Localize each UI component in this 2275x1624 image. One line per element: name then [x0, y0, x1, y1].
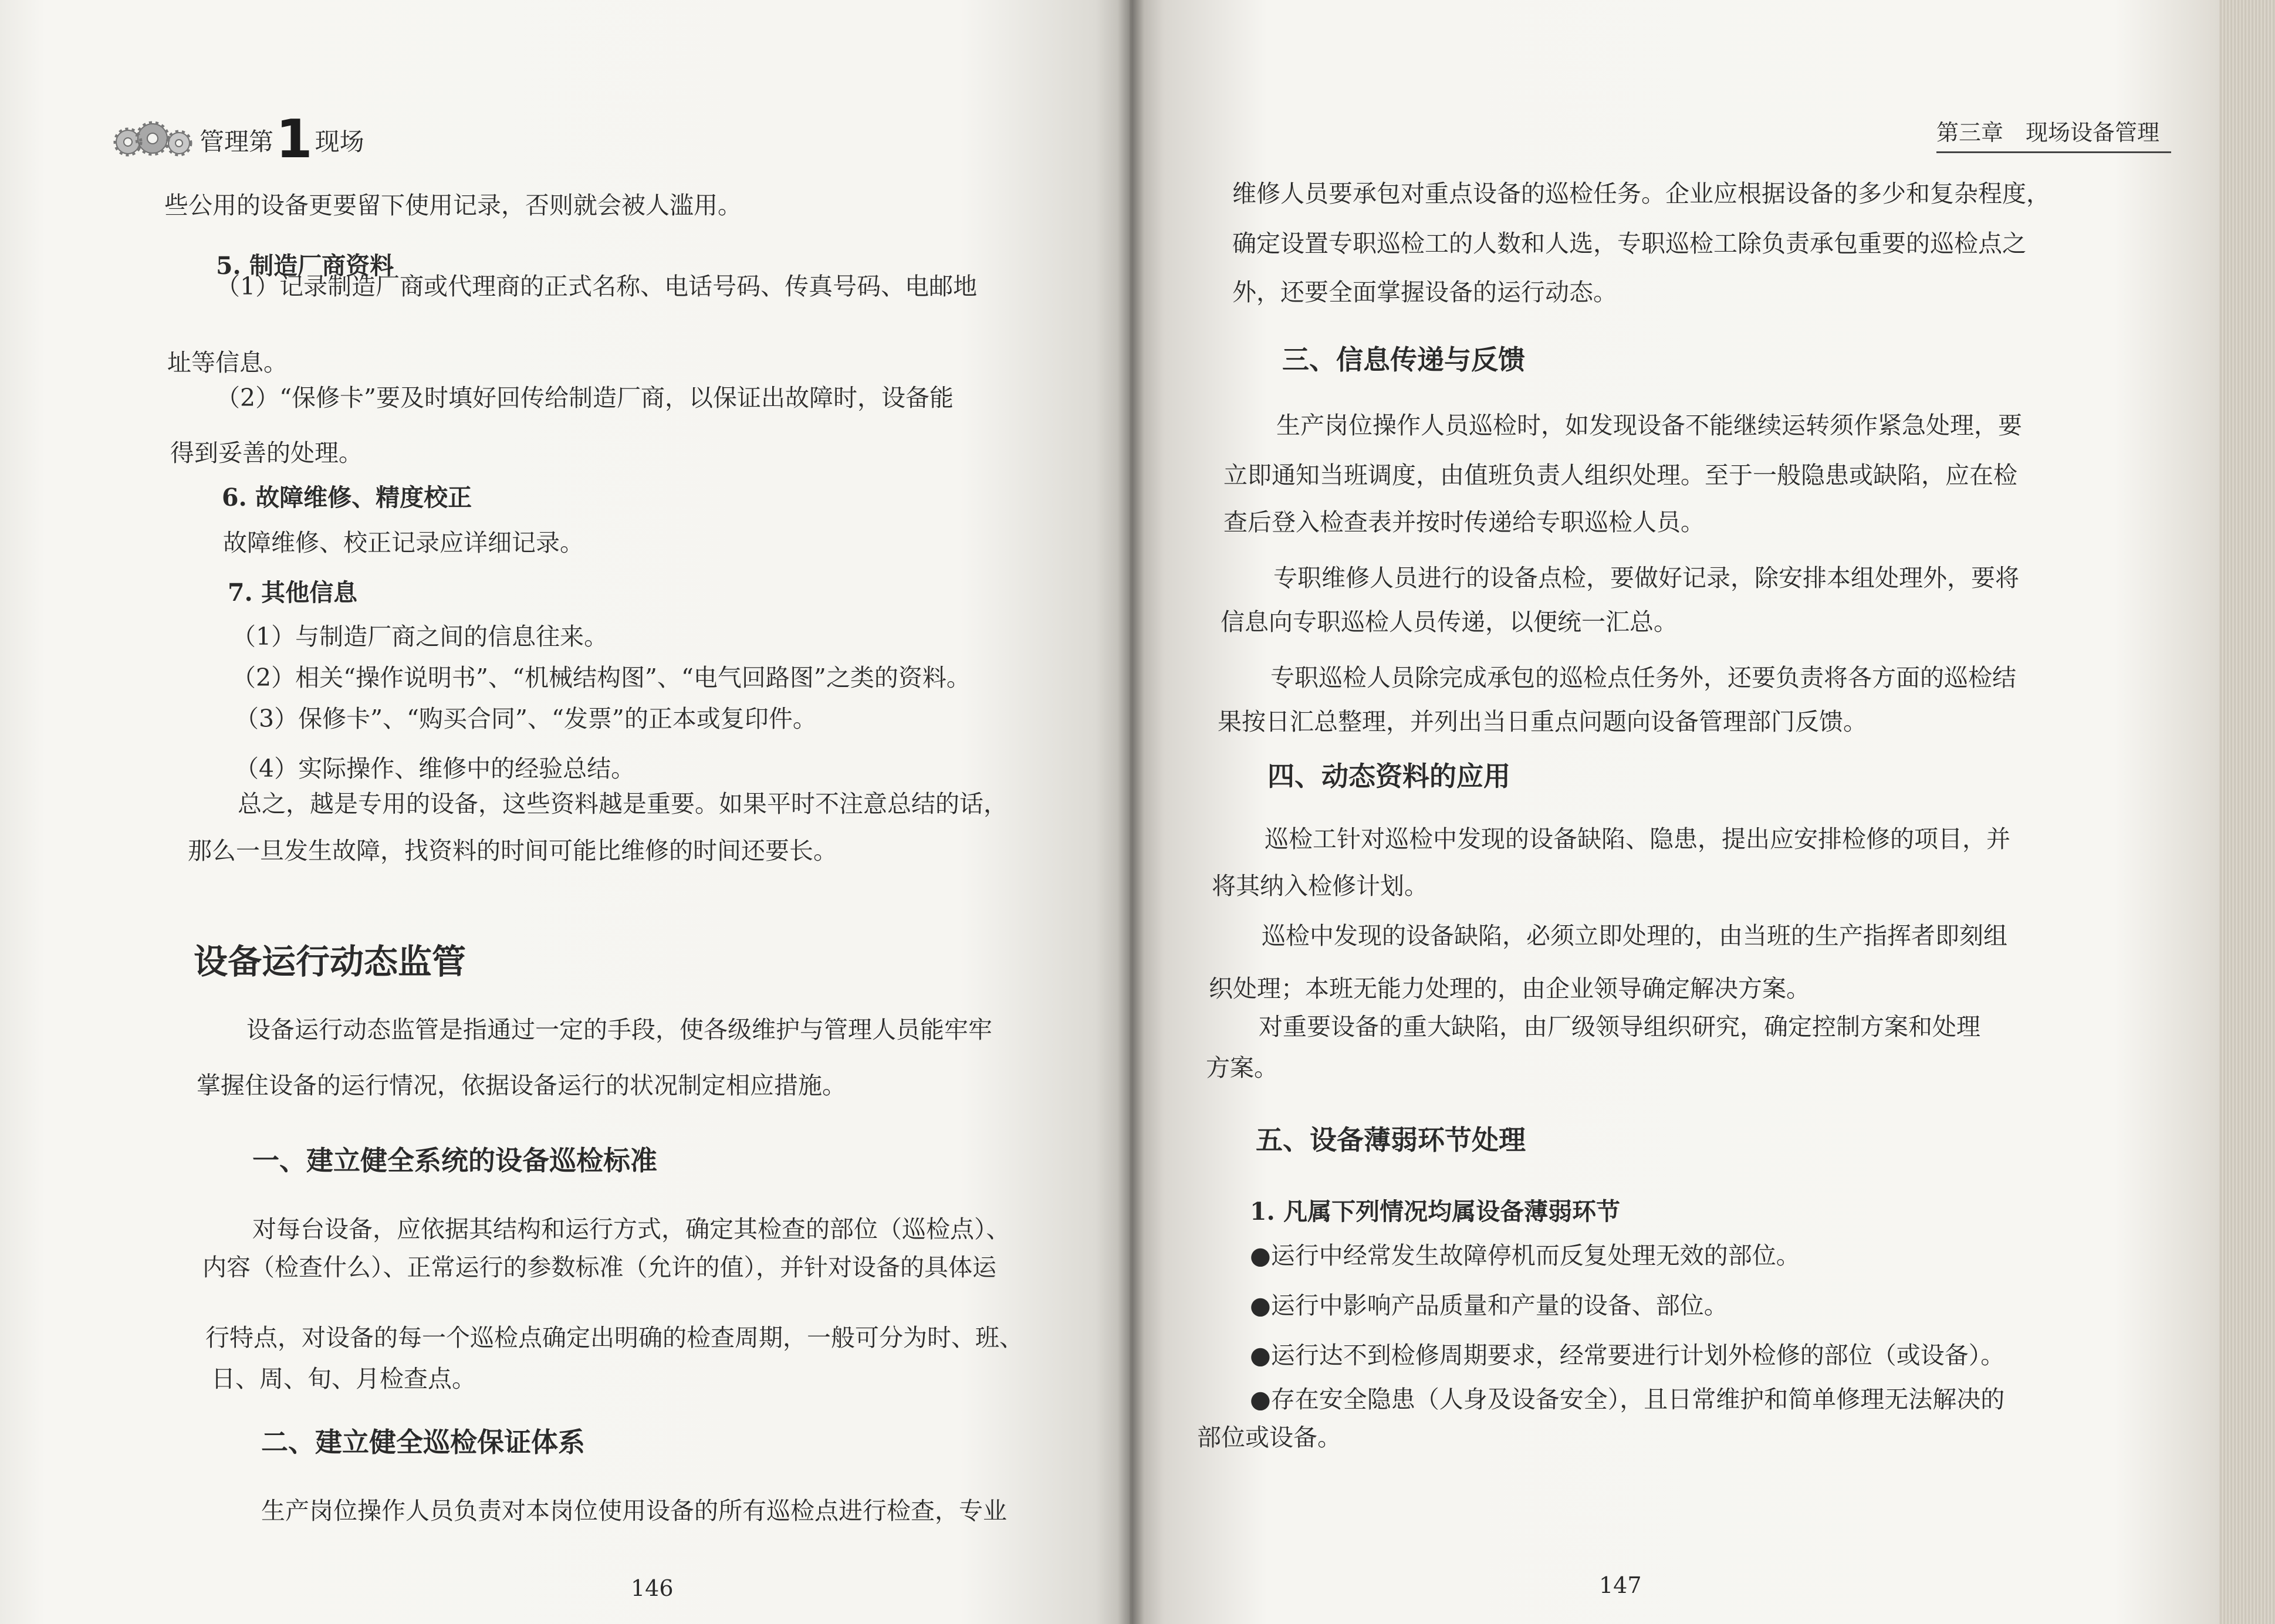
bullet-item: ●运行中影响产品质量和产量的设备、部位。 — [1250, 1291, 1728, 1320]
text-line: 将其纳入检修计划。 — [1212, 872, 1428, 900]
bullet-item: ●运行中经常发生故障停机而反复处理无效的部位。 — [1250, 1241, 1800, 1270]
text-line: 行特点，对设备的每一个巡检点确定出明确的检查周期，一般可分为时、班、 — [205, 1324, 1023, 1352]
text-line: （2）相关“操作说明书”、“机械结构图”、“电气回路图”之类的资料。 — [232, 664, 971, 692]
bullet-item: ●存在安全隐患（人身及设备安全），且日常维护和简单修理无法解决的 — [1250, 1385, 2005, 1413]
subheading: 5. 制造厂商资料 — [216, 252, 394, 280]
subheading: 7. 其他信息 — [228, 578, 358, 607]
subheading: 6. 故障维修、精度校正 — [222, 483, 472, 512]
text-line: 巡检工针对巡检中发现的设备缺陷、隐患，提出应安排检修的项目，并 — [1265, 825, 2010, 853]
text-line: 信息向专职巡检人员传递，以便统一汇总。 — [1221, 608, 1678, 636]
text-line: 果按日汇总整理，并列出当日重点问题向设备管理部门反馈。 — [1218, 708, 1867, 736]
text-line: 内容（检查什么）、正常运行的参数标准（允许的值），并针对设备的具体运 — [202, 1253, 996, 1281]
text-line: 专职维修人员进行的设备点检，要做好记录，除安排本组处理外，要将 — [1273, 564, 2019, 592]
section-heading: 四、动态资料的应用 — [1267, 760, 1510, 792]
page-number: 146 — [631, 1575, 674, 1601]
text-line: （1）与制造厂商之间的信息往来。 — [232, 622, 609, 651]
text-line: 织处理；本班无能力处理的，由企业领导确定解决方案。 — [1209, 975, 1810, 1003]
text-line: 查后登入检查表并按时传递给专职巡检人员。 — [1223, 508, 1705, 536]
left-page — [0, 0, 1130, 1624]
text-line: 确定设置专职巡检工的人数和人选，专职巡检工除负责承包重要的巡检点之 — [1232, 229, 2026, 258]
subheading: 1. 凡属下列情况均属设备薄弱环节 — [1250, 1197, 1621, 1226]
text-line: 对重要设备的重大缺陷，由厂级领导组织研究，确定控制方案和处理 — [1259, 1013, 1980, 1041]
page-number: 147 — [1599, 1572, 1642, 1598]
text-line: （3）保修卡”、“购买合同”、“发票”的正本或复印件。 — [235, 705, 817, 733]
text-line: 总之，越是专用的设备，这些资料越是重要。如果平时不注意总结的话， — [238, 790, 1008, 818]
text-line: 外，还要全面掌握设备的运行动态。 — [1232, 278, 1617, 306]
text-line: 设备运行动态监管是指通过一定的手段，使各级维护与管理人员能牢牢 — [246, 1016, 992, 1044]
text-line: 巡检中发现的设备缺陷，必须立即处理的，由当班的生产指挥者即刻组 — [1262, 922, 2007, 950]
text-line: 部位或设备。 — [1197, 1423, 1341, 1452]
page-edge — [2219, 0, 2275, 1624]
text-line: 立即通知当班调度，由值班负责人组织处理。至于一般隐患或缺陷，应在检 — [1223, 461, 2017, 489]
section-title: 设备运行动态监管 — [194, 942, 467, 982]
book-title: 管理第1现场 — [200, 109, 364, 170]
text-line: 得到妥善的处理。 — [170, 439, 363, 467]
text-line: 故障维修、校正记录应详细记录。 — [223, 529, 584, 557]
text-line: （2）“保修卡”要及时填好回传给制造厂商，以保证出故障时，设备能 — [216, 384, 954, 412]
text-line: （1）记录制造厂商或代理商的正式名称、电话号码、传真号码、电邮地 — [216, 272, 978, 300]
text-line: （4）实际操作、维修中的经验总结。 — [235, 755, 635, 783]
text-line: 掌握住设备的运行情况，依据设备运行的状况制定相应措施。 — [197, 1071, 846, 1099]
text-line: 专职巡检人员除完成承包的巡检点任务外，还要负责将各方面的巡检结 — [1270, 664, 2016, 692]
section-heading: 一、建立健全系统的设备巡检标准 — [252, 1145, 657, 1176]
chapter-header: 第三章 现场设备管理 — [1936, 114, 2171, 153]
section-heading: 二、建立健全巡检保证体系 — [261, 1426, 585, 1458]
text-line: 方案。 — [1206, 1054, 1278, 1082]
section-heading: 三、信息传递与反馈 — [1282, 344, 1525, 375]
text-line: 些公用的设备更要留下使用记录，否则就会被人滥用。 — [164, 191, 742, 219]
text-line: 对每台设备，应依据其结构和运行方式，确定其检查的部位（巡检点）、 — [252, 1215, 1010, 1243]
text-line: 维修人员要承包对重点设备的巡检任务。企业应根据设备的多少和复杂程度， — [1232, 180, 2050, 208]
text-line: 日、周、旬、月检查点。 — [211, 1365, 476, 1393]
text-line: 生产岗位操作人员巡检时，如发现设备不能继续运转须作紧急处理，要 — [1276, 411, 2022, 439]
bullet-item: ●运行达不到检修周期要求，经常要进行计划外检修的部位（或设备）。 — [1250, 1341, 2005, 1369]
text-line: 那么一旦发生故障，找资料的时间可能比维修的时间还要长。 — [188, 837, 837, 865]
text-line: 址等信息。 — [167, 349, 288, 377]
book-gutter — [1118, 0, 1144, 1624]
section-heading: 五、设备薄弱环节处理 — [1256, 1124, 1526, 1156]
text-line: 生产岗位操作人员负责对本岗位使用设备的所有巡检点进行检查，专业 — [261, 1497, 1007, 1525]
gears-logo — [111, 117, 200, 158]
